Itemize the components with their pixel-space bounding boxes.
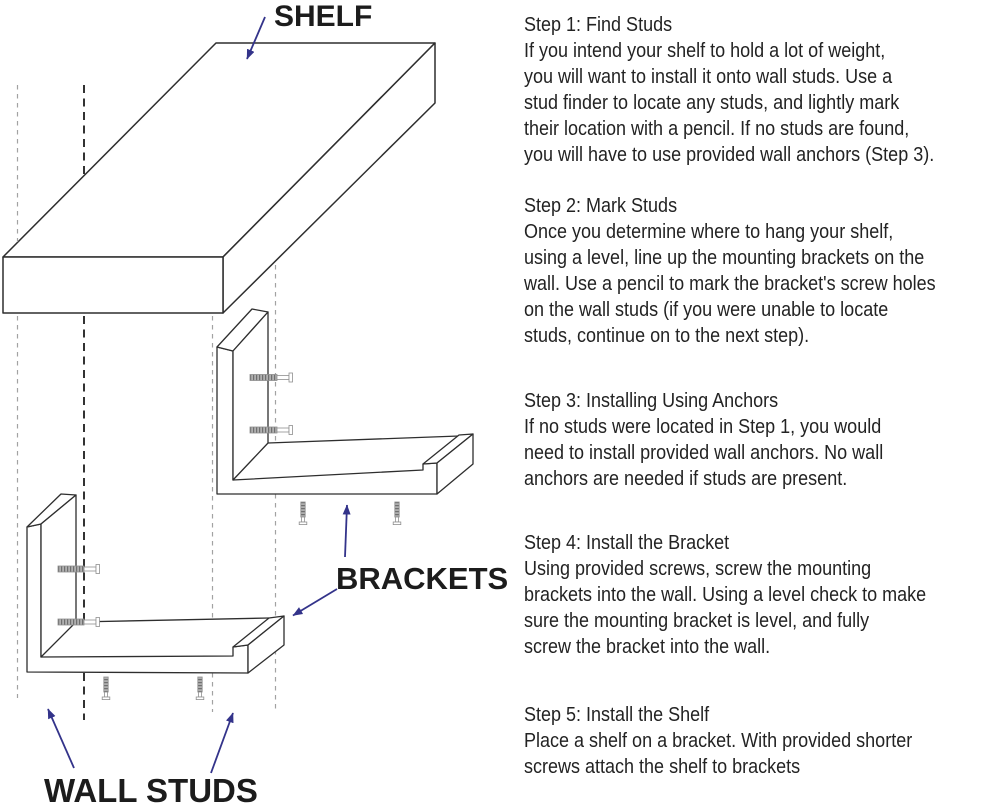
step-3-line: need to install provided wall anchors. No wall [524, 442, 884, 464]
brackets-arrow-up [345, 505, 347, 557]
step-2-line: wall. Use a pencil to mark the bracket's screw holes [524, 273, 936, 295]
bracket-left [27, 494, 284, 673]
screw-horizontal [250, 373, 293, 382]
screw-vertical [393, 502, 401, 525]
bracket-left-arm-back-edge [76, 618, 269, 622]
shelf-drawing [3, 43, 435, 313]
step-3-line: anchors are needed if studs are present. [524, 468, 848, 490]
brackets-label: BRACKETS [336, 561, 509, 596]
step-1-line: you will want to install it onto wall studs. Use a [524, 66, 893, 88]
step-4-line: screw the bracket into the wall. [524, 636, 771, 658]
step-2-line: Once you determine where to hang your shelf, [524, 221, 894, 243]
wall-studs-arrow-left [48, 709, 74, 768]
screw-vertical [196, 677, 204, 700]
step-5-line: screws attach the shelf to brackets [524, 756, 801, 778]
step-2-line: on the wall studs (if you were unable to locate [524, 299, 889, 321]
step-2-line: using a level, line up the mounting brackets on the [524, 247, 925, 269]
step-1-title: Step 1: Find Studs [524, 14, 673, 36]
step-4-line: brackets into the wall. Using a level check to make [524, 584, 927, 606]
brackets-arrow-left [293, 589, 337, 616]
bracket-right [217, 309, 473, 494]
step-4-line: sure the mounting bracket is level, and fully [524, 610, 870, 632]
step-1 [524, 12, 934, 168]
screw-vertical [102, 677, 110, 700]
shelf-front-face [3, 257, 223, 313]
wall-studs-arrow-right [211, 713, 233, 773]
step-5 [524, 702, 912, 780]
screw-vertical [299, 502, 307, 525]
step-4 [524, 530, 926, 660]
screw-horizontal [58, 565, 100, 574]
step-2-title: Step 2: Mark Studs [524, 195, 678, 217]
step-2 [524, 193, 936, 349]
step-1-line: If you intend your shelf to hold a lot of weight, [524, 40, 886, 62]
step-5-title: Step 5: Install the Shelf [524, 704, 710, 726]
step-5-line: Place a shelf on a bracket. With provided shorter [524, 730, 913, 752]
step-1-line: stud finder to locate any studs, and lightly mark [524, 92, 900, 114]
bracket-right-arm-back-edge [268, 436, 459, 443]
screw-horizontal [250, 426, 293, 435]
wall-studs-label: WALL STUDS [44, 772, 258, 806]
step-4-title: Step 4: Install the Bracket [524, 532, 730, 554]
step-3-line: If no studs were located in Step 1, you would [524, 416, 882, 438]
shelf-label: SHELF [274, 0, 373, 33]
step-1-line: you will have to use provided wall anchors (Step 3). [524, 144, 935, 166]
step-3 [524, 388, 883, 492]
screw-horizontal [58, 618, 100, 627]
step-2-line: studs, continue on to the next step). [524, 325, 810, 347]
step-3-title: Step 3: Installing Using Anchors [524, 390, 779, 412]
bracket-left-plate-face [41, 495, 76, 657]
step-4-line: Using provided screws, screw the mounting [524, 558, 872, 580]
step-1-line: their location with a pencil. If no studs are found, [524, 118, 910, 140]
